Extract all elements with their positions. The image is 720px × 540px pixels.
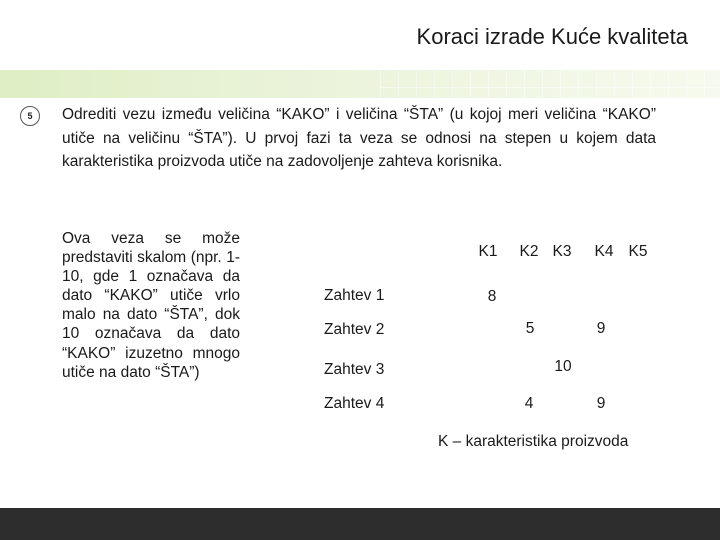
- matrix-row-label: Zahtev 4: [324, 395, 385, 412]
- matrix-column-header: K1: [478, 243, 498, 260]
- header-tile-pattern: [380, 70, 720, 98]
- matrix-column-header: K4: [594, 243, 614, 260]
- matrix-cell-value: 9: [596, 320, 606, 337]
- slide-title: Koraci izrade Kuće kvaliteta: [416, 24, 688, 49]
- matrix-cell-value: 5: [525, 320, 535, 337]
- matrix-column-header: K2: [519, 243, 539, 260]
- matrix-row-label: Zahtev 1: [324, 287, 385, 304]
- intro-paragraph: Odrediti vezu između veličina “KAKO” i veličina “ŠTA” (u kojoj meri veličina “KAKO” utiče na veličinu “ŠTA”). U prvoj fazi ta veza se odnosi na stepen u kojem data karakteristika proizvoda utiče na zadovoljenje zahteva korisnika.: [62, 106, 656, 170]
- footer-band: [0, 508, 720, 540]
- matrix-cell-value: 9: [596, 395, 606, 412]
- matrix-row-label: Zahtev 3: [324, 361, 385, 378]
- matrix-cell-value: 10: [554, 358, 572, 375]
- matrix-row-label: Zahtev 2: [324, 321, 385, 338]
- matrix-caption: K – karakteristika proizvoda: [438, 433, 629, 450]
- matrix-column-header: K3: [552, 243, 572, 260]
- matrix-cell-value: 8: [487, 288, 497, 305]
- matrix-column-header: K5: [628, 243, 648, 260]
- scale-explanation: Ova veza se može predstaviti skalom (npr. 1-10, gde 1 označava da dato “KAKO” utiče vrlo malo na dato “ŠTA”, dok 10 označava da dato “KAKO” izuzetno mnogo utiče na dato “ŠTA”): [62, 230, 240, 381]
- step-number-badge: 5: [20, 106, 40, 126]
- matrix-cell-value: 4: [524, 395, 534, 412]
- header-band: [0, 70, 720, 98]
